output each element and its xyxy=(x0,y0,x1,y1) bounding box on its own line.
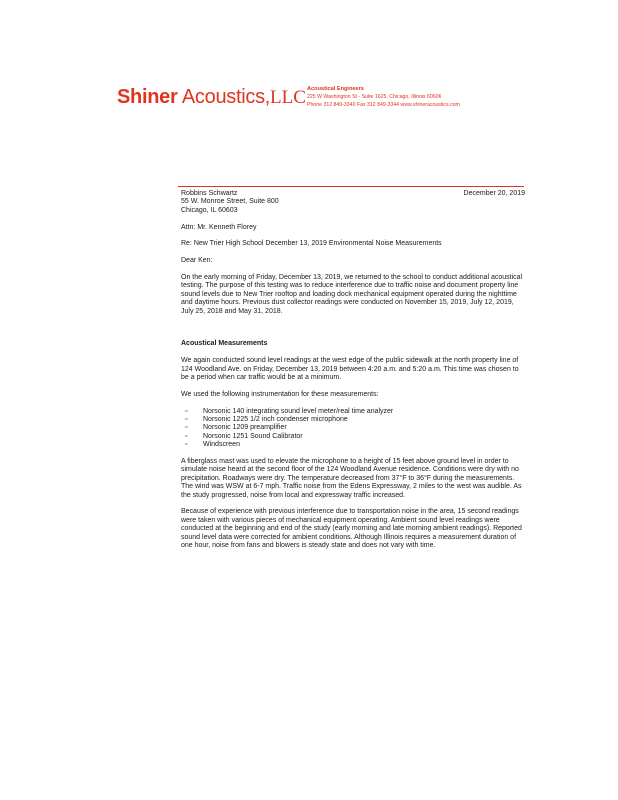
firm-contact: Phone 312 849-3340 Fax 312 849-3344 www.shineracoustics.com xyxy=(307,102,460,108)
recipient-city: Chicago, IL 60603 xyxy=(181,206,238,214)
list-item: ▫ Norsonic 1209 preamplifier xyxy=(185,424,287,432)
letterhead xyxy=(117,86,537,110)
firm-title: Acoustical Engineers xyxy=(307,86,364,92)
methodology-paragraph: Because of experience with previous interference due to transportation noise in the area, 15 second readings were taken with various pieces of mechanical equipment operating. Ambient sound level readings were conducted at the beginning and end of the study (early morning and late morning ambient readings). Reported sound level data were corrected for ambient conditions. Although Illinois requires a measurement duration of one hour, noise from fans and blowers is steady state and does not vary with time. xyxy=(181,508,522,550)
letter-date: December 20, 2019 xyxy=(463,190,525,197)
firm-address: 225 W Washington St - Suite 1625, Chicago, Illinois 60606 xyxy=(307,94,442,100)
list-item: ▫ Norsonic 140 integrating sound level meter/real time analyzer xyxy=(185,407,394,415)
company-logo xyxy=(117,86,306,109)
brand-name: Acoustics, xyxy=(181,86,271,108)
firm-info xyxy=(307,85,460,109)
list-item: ▫ Norsonic 1225 1/2 inch condenser microphone xyxy=(185,416,348,424)
salutation: Dear Ken: xyxy=(181,257,213,265)
recipient-name: Robbins Schwartz xyxy=(181,190,238,197)
brand-name-bold: Shiner xyxy=(117,86,178,108)
measurement-location-paragraph: We again conducted sound level readings at the west edge of the public sidewalk at the north property line of 124 Woodland Ave. on Friday, December 13, 2019 between 4:20 a.m. and 5:20 a.m. This time was chosen to be a period when car traffic would be at a minimum. xyxy=(181,357,519,382)
attention-line: Attn: Mr. Kenneth Florey xyxy=(181,223,257,231)
conditions-paragraph: A fiberglass mast was used to elevate the microphone to a height of 15 feet above ground level in order to simulate noise heard at the second floor of the 124 Woodland Avenue residence. Conditions were dry with no precipitation. Roadways were dry. The temperature decreased from 37°F to 36°F during the measurements. The wind was WSW at 6-7 mph. Traffic noise from the Edens Expressway, 2 miles to the west was audible. As the study progressed, noise from local and expressway traffic increased. xyxy=(181,458,522,499)
recipient-street: 55 W. Monroe Street, Suite 800 xyxy=(181,198,279,206)
intro-paragraph: On the early morning of Friday, December 13, 2019, we returned to the school to conduct additional acoustical testing. The purpose of this testing was to reduce interference due to traffic noise and document property line sound levels due to New Trier rooftop and loading dock mechanical equipment operated during the nighttime and daytime hours. Previous dust collector readings were conducted on November 15, 2019, July 12, 2019, July 25, 2018 and May 31, 2018. xyxy=(181,274,523,315)
instrumentation-intro: We used the following instrumentation for these measurements: xyxy=(181,390,379,398)
section-heading: Acoustical Measurements xyxy=(181,340,268,348)
header-rule xyxy=(178,186,524,187)
list-item: ▫ Windscreen xyxy=(185,441,240,449)
instrument-list xyxy=(181,408,525,450)
subject-line: Re: New Trier High School December 13, 2019 Environmental Noise Measurements xyxy=(181,240,442,248)
letter-body xyxy=(181,190,525,551)
list-item: ▫ Norsonic 1251 Sound Calibrator xyxy=(185,432,303,440)
brand-suffix: LLC xyxy=(270,87,306,108)
address-date-row xyxy=(181,190,525,198)
